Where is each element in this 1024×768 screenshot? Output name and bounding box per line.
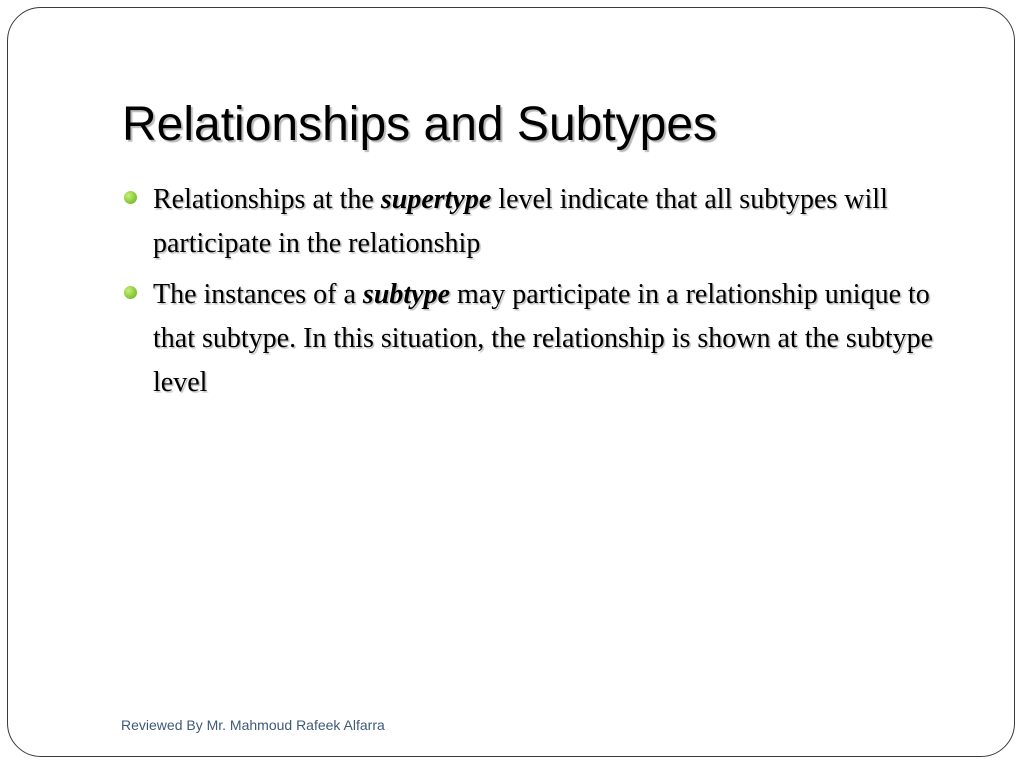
bullet-text-before: The instances of a xyxy=(153,279,363,310)
slide-footer: Reviewed By Mr. Mahmoud Rafeek Alfarra xyxy=(121,717,385,733)
bullet-list xyxy=(122,178,972,412)
slide-title: Relationships and Subtypes xyxy=(122,98,718,151)
bullet-text-before: Relationships at the xyxy=(153,184,381,215)
bullet-emphasis: supertype xyxy=(380,184,492,215)
bullet-text-after: level indicate that all subtypes will participate in the relationship xyxy=(153,184,888,259)
bullet-item-subtype xyxy=(122,273,972,405)
bullet-item-supertype xyxy=(122,178,972,266)
bullet-text-after: may participate in a relationship unique to that subtype. In this situation, the relationship is shown at the subtype level xyxy=(153,279,934,398)
bullet-emphasis: subtype xyxy=(362,279,451,310)
bullet-dot-icon xyxy=(124,191,137,204)
slide-frame xyxy=(7,7,1015,757)
bullet-dot-icon xyxy=(124,286,137,299)
